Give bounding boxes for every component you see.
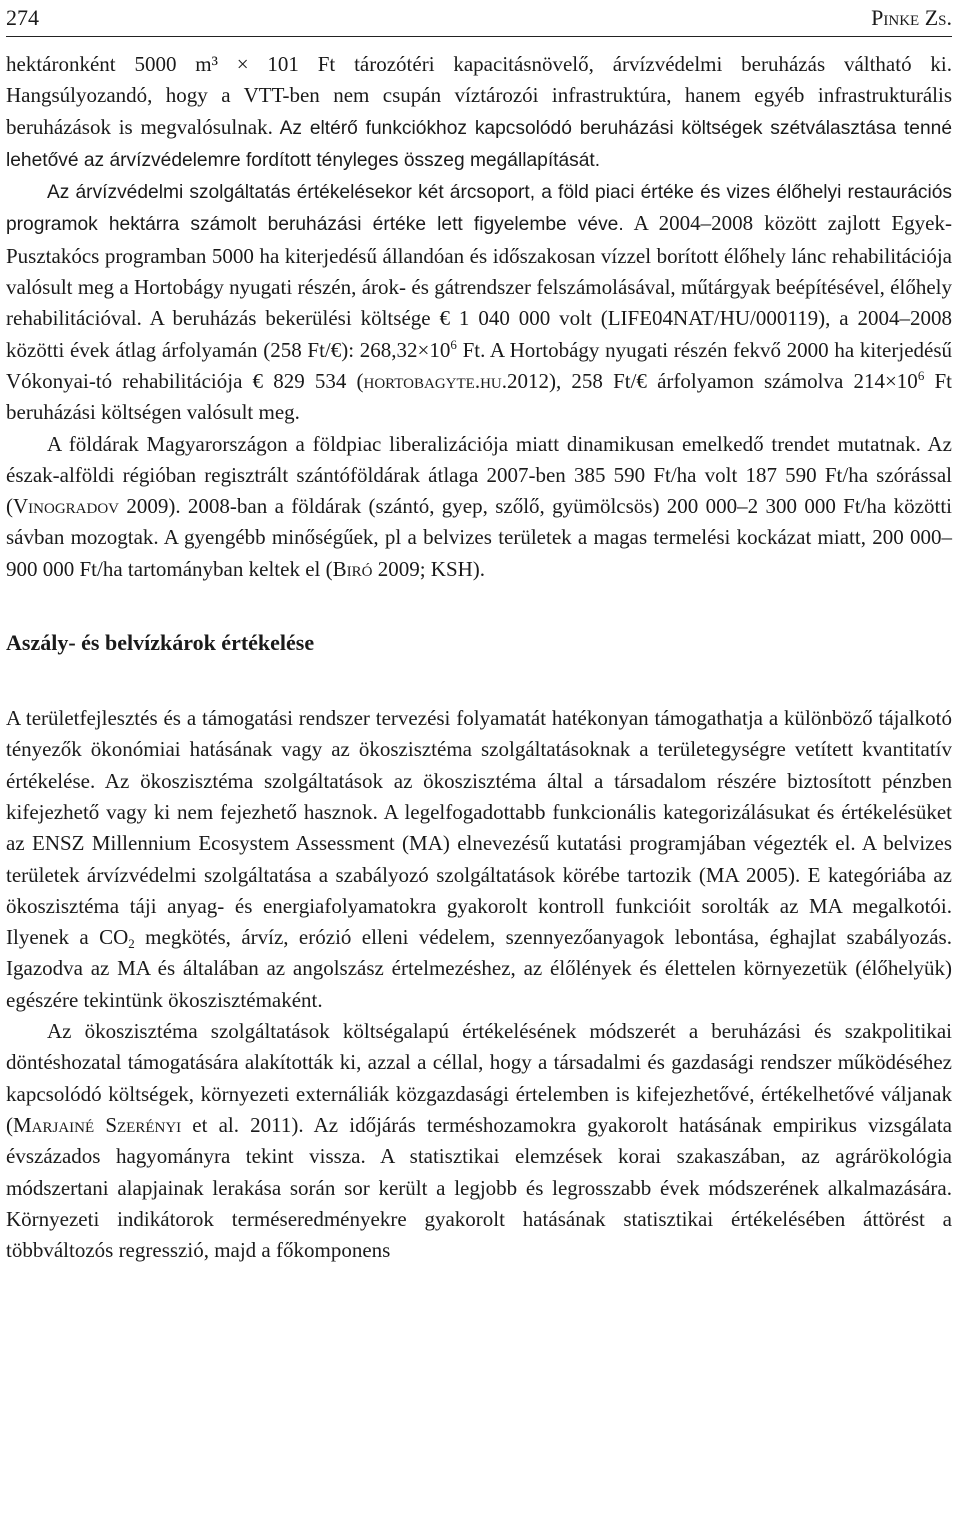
citation-biro: Biró <box>332 556 373 581</box>
p5-text-b: et al. 2011). Az időjárás terméshozamokra gyakorolt hatásának empirikus vizsgálata évszázados hagyományra tekint vissza. A statisztikai elemzések korai szakaszában, az agrárökológia módszertani alapjainak lerakása során sor került a legjobb és legrosszabb évek módszerének alkalmazására. Környezeti indikátorok terméseredményekre gyakorolt hatásának statisztikai értékelésében áttörést a többváltozós regresszió, majd a főkomponens <box>6 1112 952 1263</box>
p2-text-e: Ft beruházási költségen valósult meg. <box>6 368 952 425</box>
p2-text-a: Az árvízvédelmi szolgáltatás értékelésekor két árcsoport, a föld piaci értéke és vizes élőhelyi restaurációs programok hektárra számolt beruházási értéke lett figyelembe véve. <box>6 182 952 236</box>
citation-marjaine: Marjainé Szerényi <box>13 1112 182 1137</box>
page-number: 274 <box>6 5 39 30</box>
paragraph-4 <box>6 703 952 1016</box>
page-body <box>6 49 952 1266</box>
paragraph-3 <box>6 429 952 585</box>
p4-text-b: megkötés, árvíz, erózió elleni védelem, szennyezőanyagok lebontása, éghajlat szabályozás. Igazodva az MA és általában az angolszász értelmezéshez, az élőlények és élettelen környezetük (élőhelyük) egészére tekintünk ökoszisztémaként. <box>6 925 952 1012</box>
p4-text-a: A területfejlesztés és a támogatási rendszer tervezési folyamatát hatékonyan támogathatja a különböző tájalkotó tényezők ökonómiai hatásának vagy az ökoszisztéma szolgáltatásoknak a területegységre vetített kvantitatív értékelése. Az ökoszisztéma szolgáltatások az ökoszisztéma által a társadalom részére biztosított pénzben kifejezhető vagy ki nem fejezhető hasznok. A legelfogadottabb funkcionális kategorizálásukat és értékelésüket az ENSZ Millennium Ecosystem Assessment (MA) elnevezésű kutatási programjában végezték el. A belvizes területek árvízvédelmi szolgáltatása a szabályozó szolgáltatások körébe tartozik (MA 2005). E kategóriába az ökoszisztéma táji anyag- és energiafolyamatokra gyakorolt kontroll funkcióit sorolták az MA megalkotói. Ilyenek a CO <box>6 706 952 950</box>
p4-subscript: 2 <box>128 936 135 952</box>
page-header <box>6 0 952 37</box>
p3-text-b: Az észak-alföldi régióban regisztrált szántóföldárak átlaga 2007-ben 385 590 Ft/ha volt 187 590 Ft/ha szórással ( <box>6 431 952 519</box>
p1-text-a: hektáronként 5000 m³ × 101 Ft tározótéri kapacitásnövelő, árvízvédelmi beruházás váltható ki. Hangsúlyozandó, hogy a VTT-ben nem csupán víztározói infrastruktúra, hanem egyéb infrastrukturális beruházások is megvalósulnak. <box>6 52 952 139</box>
p2-text-b: A 2004–2008 között zajlott Egyek-Pusztakócs programban 5000 ha kiterjedésű állandóan és időszakosan vízzel borított élőhely lánc rehabilitációja valósult meg a Hortobágy nyugati részén, árok- és gátrendszer felszámolásával, műtárgyak beépítésével, élőhely rehabilitációval. A beruházás bekerülési költsége € 1 040 000 volt (LIFE04NAT/HU/000119), a 2004–2008 közötti évek átlag árfolyamán (258 Ft/€): 268,32×10 <box>6 211 953 362</box>
p2-text-c: Ft. A Hortobágy nyugati részén fekvő 2000 ha kiterjedésű Vókonyai-tó rehabilitációja € 829 534 ( <box>6 337 953 393</box>
citation-hortobagyte: hortobagyte.hu <box>363 368 502 393</box>
paragraph-2 <box>6 176 952 428</box>
p1-text-b: Az eltérő funkciókhoz kapcsolódó beruházási költségek szétválasztása tenné lehetővé az árvízvédelemre fordított tényleges összeg megállapítását. <box>6 117 952 171</box>
p2-exponent-2: 6 <box>917 367 925 383</box>
paragraph-1 <box>6 49 952 176</box>
paragraph-5 <box>6 1016 952 1266</box>
p2-text-d: .2012), 258 Ft/€ árfolyamon számolva 214×10 <box>501 368 918 393</box>
citation-vinogradov: Vinogradov <box>13 494 119 519</box>
p3-text-a: A földárak Magyarországon a földpiac liberalizációja miatt dinamikusan emelkedő trendet mutatnak. <box>47 431 921 456</box>
p3-text-d: 2009; KSH). <box>372 556 486 581</box>
running-head: Pinke Zs. <box>871 5 952 30</box>
p3-text-c: 2009). 2008-ban a földárak (szántó, gyep, szőlő, gyümölcsös) 200 000–2 300 000 Ft/ha közötti sávban mozogtak. A gyengébb minőségűek, pl a belvizes területek a magas termelési kockázat miatt, 200 000–900 000 Ft/ha tartományban keltek el ( <box>6 494 952 581</box>
p2-exponent-1: 6 <box>450 336 457 352</box>
p5-text-a: Az ökoszisztéma szolgáltatások költségalapú értékelésének módszerét a beruházási és szakpolitikai döntéshozatal támogatására alakították ki, azzal a céllal, hogy a társadalmi és gazdasági rendszer működéséhez kapcsolódó költségek, környezeti externáliák közgazdasági értelemben is kifejezhetővé, értékelhetővé váljanak ( <box>6 1019 952 1137</box>
section-heading: Aszály- és belvízkárok értékelése <box>6 630 315 656</box>
